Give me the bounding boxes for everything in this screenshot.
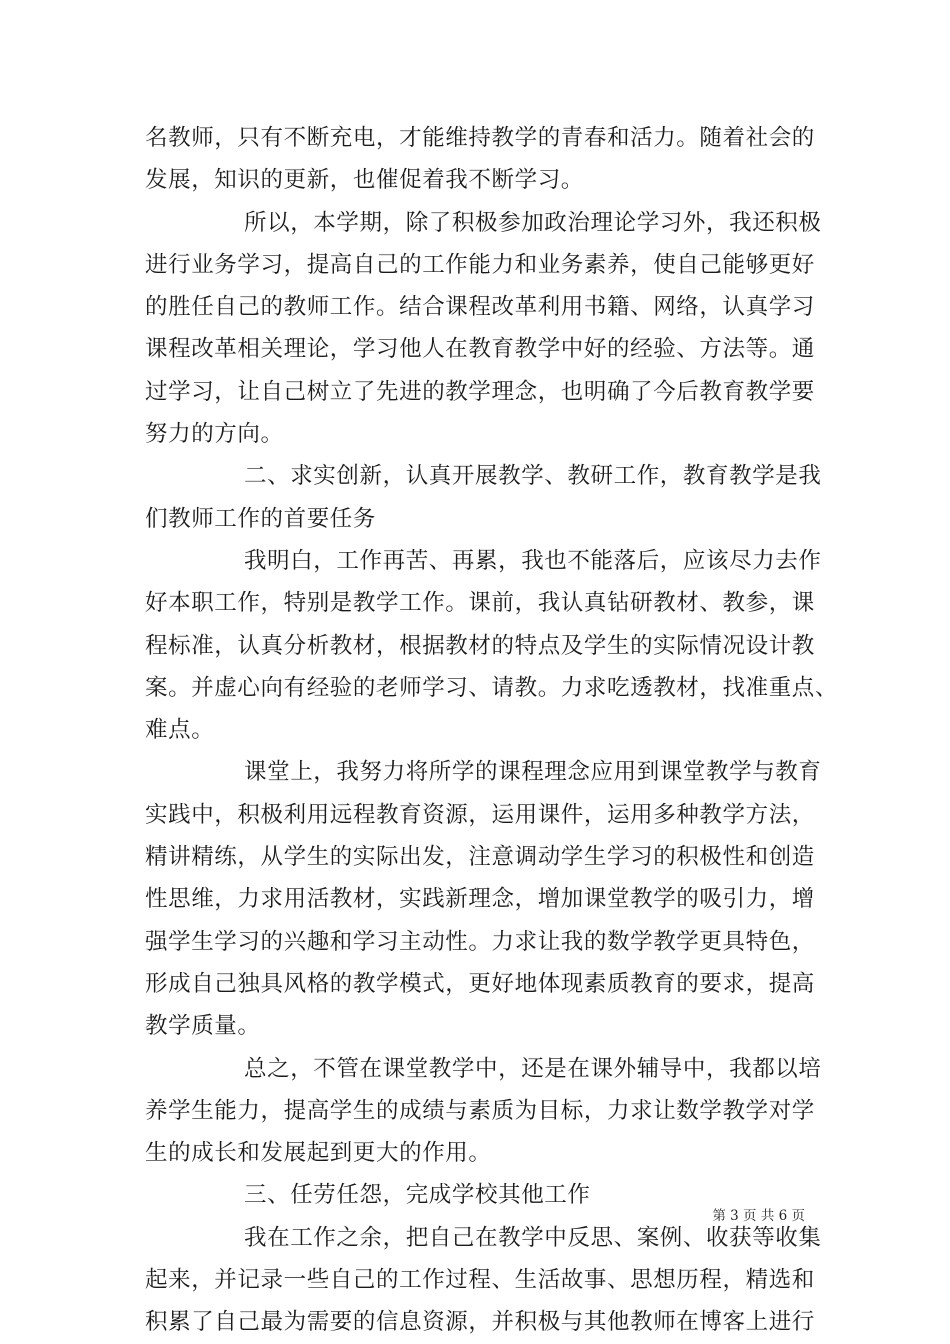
text-line: 三、任劳任怨，完成学校其他工作 [244, 1182, 591, 1209]
text-line: 我在工作之余，把自己在教学中反思、案例、收获等收集 [244, 1224, 822, 1251]
text-line: 课堂上，我努力将所学的课程理念应用到课堂教学与教育 [244, 759, 822, 786]
text-line: 我明白，工作再苦、再累，我也不能落后，应该尽力去作 [244, 547, 822, 574]
text-line: 的胜任自己的教师工作。结合课程改革利用书籍、网络，认真学习 [145, 294, 815, 321]
page-number-footer: 第 3 页 共 6 页 [712, 1208, 805, 1224]
text-line: 好本职工作，特别是教学工作。课前，我认真钻研教材、教参，课 [145, 590, 815, 617]
text-line: 强学生学习的兴趣和学习主动性。力求让我的数学教学更具特色， [145, 928, 815, 955]
text-line: 所以，本学期，除了积极参加政治理论学习外，我还积极 [244, 209, 822, 236]
text-line: 课程改革相关理论，学习他人在教育教学中好的经验、方法等。通 [145, 336, 815, 363]
text-line: 性思维，力求用活教材，实践新理念，增加课堂教学的吸引力，增 [145, 886, 815, 913]
text-line: 形成自己独具风格的教学模式，更好地体现素质教育的要求，提高 [145, 970, 815, 997]
text-line: 总之，不管在课堂教学中，还是在课外辅导中，我都以培 [244, 1055, 822, 1082]
text-line: 生的成长和发展起到更大的作用。 [145, 1140, 492, 1167]
text-line: 们教师工作的首要任务 [145, 505, 377, 532]
text-line: 程标准，认真分析教材，根据教材的特点及学生的实际情况设计教 [145, 632, 815, 659]
text-line: 名教师，只有不断充电，才能维持教学的青春和活力。随着社会的 [145, 125, 815, 151]
text-line: 实践中，积极利用远程教育资源，运用课件，运用多种教学方法， [145, 801, 815, 828]
text-line: 努力的方向。 [145, 421, 284, 448]
text-line: 教学质量。 [145, 1013, 261, 1040]
text-line: 难点。 [145, 717, 215, 744]
text-line: 二、求实创新，认真开展教学、教研工作，教育教学是我 [244, 463, 822, 490]
text-line: 起来，并记录一些自己的工作过程、生活故事、思想历程，精选和 [145, 1267, 815, 1294]
text-line: 过学习，让自己树立了先进的教学理念，也明确了今后教育教学要 [145, 378, 815, 405]
text-line: 养学生能力，提高学生的成绩与素质为目标，力求让数学教学对学 [145, 1097, 815, 1124]
text-line: 精讲精练，从学生的实际出发，注意调动学生学习的积极性和创造 [145, 844, 815, 871]
text-line: 案。并虚心向有经验的老师学习、请教。力求吃透教材，找准重点、 [145, 674, 839, 701]
text-line: 发展，知识的更新，也催促着我不断学习。 [145, 167, 584, 194]
text-line: 积累了自己最为需要的信息资源，并积极与其他教师在博客上进行 [145, 1309, 815, 1336]
document-body [145, 117, 839, 1344]
text-line: 进行业务学习，提高自己的工作能力和业务素养，使自己能够更好 [145, 251, 815, 278]
